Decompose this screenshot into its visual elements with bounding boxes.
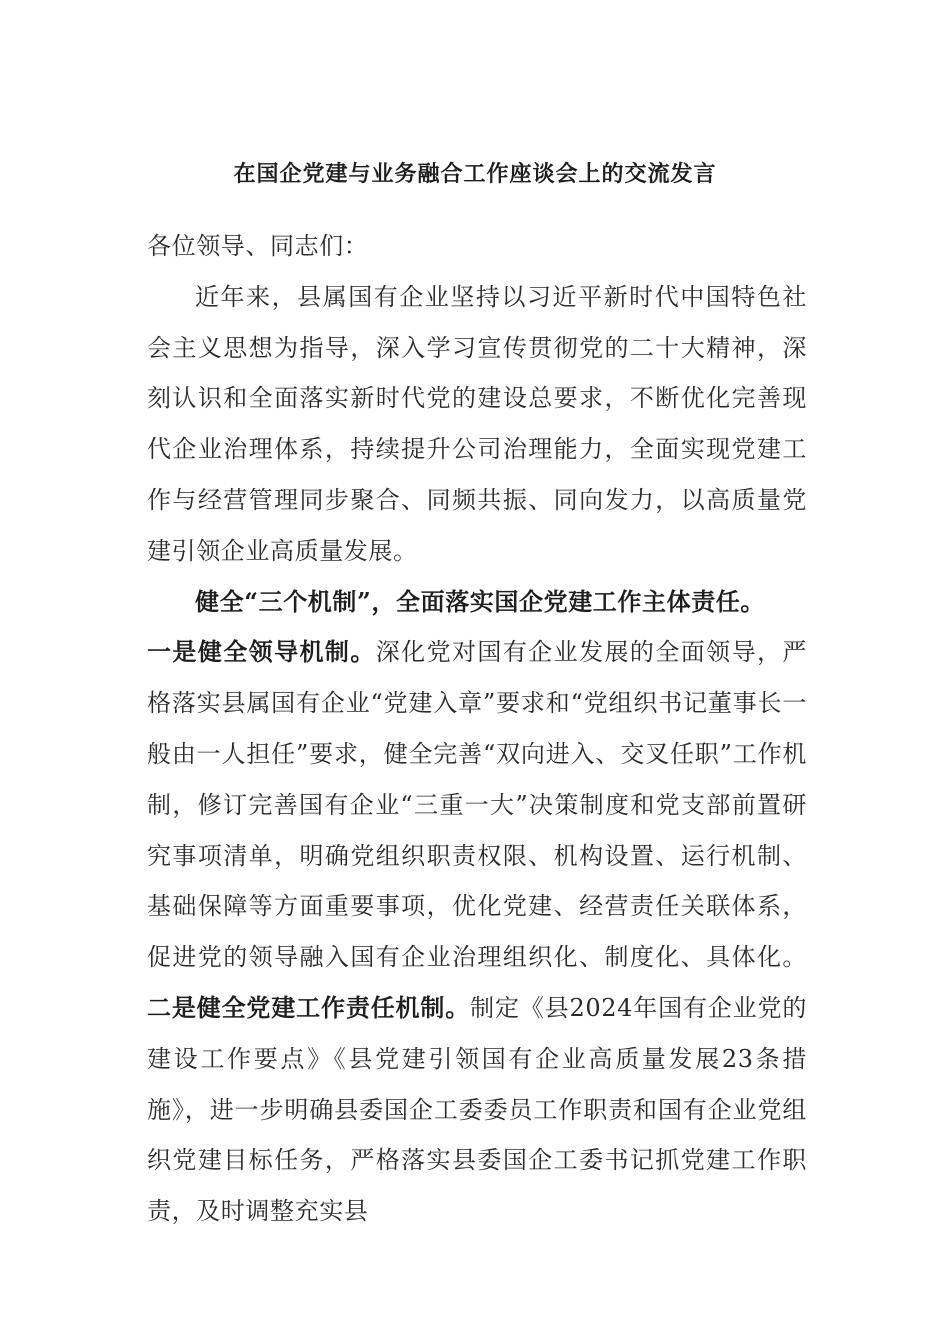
document-title: 在国企党建与业务融合工作座谈会上的交流发言: [233, 161, 717, 187]
point-1-text: 深化党对国有企业发展的全面领导，严格落实县属国有企业“党建入章”要求和“党组织书记董事长一般由一人担任”要求，健全完善“双向进入、交叉任职”工作机制，修订完善国有企业“三重一大”决策制度和党支部前置研究事项清单，明确党组织职责权限、机构设置、运行机制、基础保障等方面重要事项，优化党建、经营责任关联体系，促进党的领导融入国有企业治理组织化、制度化、具体化。: [147, 638, 807, 972]
point-2-heading: 二是健全党建工作责任机制。: [147, 992, 471, 1022]
salutation: 各位领导、同志们：: [147, 232, 369, 260]
document-body: [147, 221, 807, 1237]
point-2-text: 制定《县2024年国有企业党的建设工作要点》《县党建引领国有企业高质量发展23条措施》，进一步明确县委国企工委委员工作职责和国有企业党组织党建目标任务，严格落实县委国企工委书记抓党建工作职责，及时调整充实县: [147, 993, 807, 1226]
section-heading: 健全“三个机制”，全面落实国企党建工作主体责任。: [195, 586, 766, 616]
section-paragraph: [147, 627, 807, 1237]
point-1-heading: 一是健全领导机制。: [147, 637, 376, 667]
intro-paragraph: 近年来，县属国有企业坚持以习近平新时代中国特色社会主义思想为指导，深入学习宣传贯彻党的二十大精神，深刻认识和全面落实新时代党的建设总要求，不断优化完善现代企业治理体系，持续提升公司治理能力，全面实现党建工作与经营管理同步聚合、同频共振、同向发力，以高质量党建引领企业高质量发展。: [147, 282, 807, 565]
